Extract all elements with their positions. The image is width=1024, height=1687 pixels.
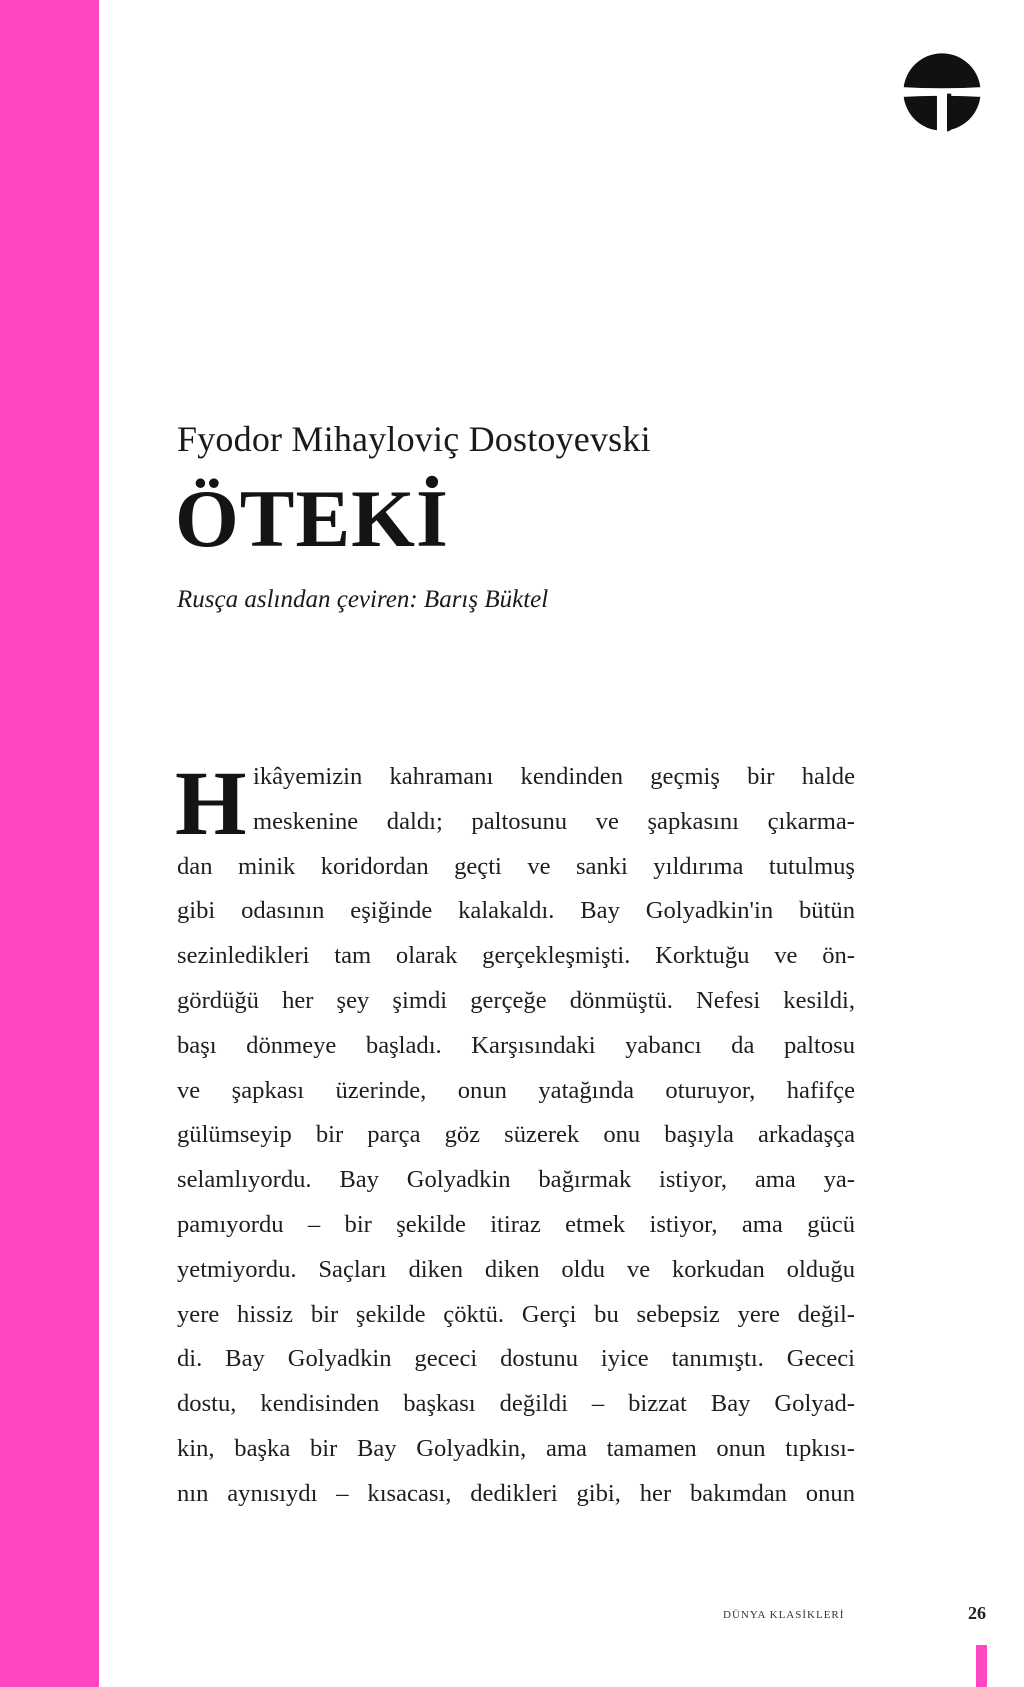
series-name: DÜNYA KLASİKLERİ — [723, 1609, 845, 1621]
excerpt-line: di. Bay Golyadkin gececi dostunu iyice tanımıştı. Gececi — [177, 1345, 855, 1373]
excerpt-line: yere hissiz bir şekilde çöktü. Gerçi bu sebepsiz yere değil- — [177, 1300, 855, 1328]
excerpt-line: ve şapkası üzerinde, onun yatağında oturuyor, hafifçe — [177, 1076, 855, 1104]
pink-spine-band — [0, 0, 99, 1687]
pink-page-marker — [976, 1645, 987, 1687]
excerpt-line: meskenine daldı; paltosunu ve şapkasını çıkarma- — [253, 807, 855, 835]
author-name: Fyodor Mihayloviç Dostoyevski — [177, 419, 651, 459]
excerpt-line: başı dönmeye başladı. Karşısındaki yabancı da paltosu — [177, 1031, 855, 1059]
excerpt-line: sezinledikleri tam olarak gerçekleşmişti. Korktuğu ve ön- — [177, 942, 855, 970]
excerpt-text — [175, 752, 855, 1517]
translator-credit: Rusça aslından çeviren: Barış Büktel — [177, 586, 549, 613]
excerpt-line: gibi odasının eşiğinde kalakaldı. Bay Golyadkin'in bütün — [177, 897, 855, 925]
excerpt-line: kin, başka bir Bay Golyadkin, ama tamamen onun tıpkısı- — [177, 1434, 855, 1462]
excerpt-line: nın aynısıydı – kısacası, dedikleri gibi, her bakımdan onun — [177, 1479, 855, 1507]
excerpt-line: gördüğü her şey şimdi gerçeğe dönmüştü. Nefesi kesildi, — [177, 986, 855, 1014]
drop-cap: H — [175, 752, 247, 854]
excerpt-line: selamlıyordu. Bay Golyadkin bağırmak istiyor, ama ya- — [177, 1166, 855, 1194]
excerpt-line: pamıyordu – bir şekilde itiraz etmek istiyor, ama gücü — [177, 1210, 855, 1238]
publisher-t-logo-icon — [900, 50, 984, 134]
excerpt-line: dostu, kendisinden başkası değildi – bizzat Bay Golyad- — [177, 1390, 855, 1418]
excerpt-line: ikâyemizin kahramanı kendinden geçmiş bir halde — [253, 763, 855, 790]
excerpt-line: dan minik koridordan geçti ve sanki yıldırıma tutulmuş — [177, 852, 855, 880]
excerpt-line: yetmiyordu. Saçları diken diken oldu ve korkudan olduğu — [177, 1255, 855, 1283]
excerpt-line: gülümseyip bir parça göz süzerek onu başıyla arkadaşça — [177, 1121, 855, 1149]
page-number: 26 — [968, 1603, 986, 1623]
book-title: ÖTEKİ — [175, 473, 449, 564]
